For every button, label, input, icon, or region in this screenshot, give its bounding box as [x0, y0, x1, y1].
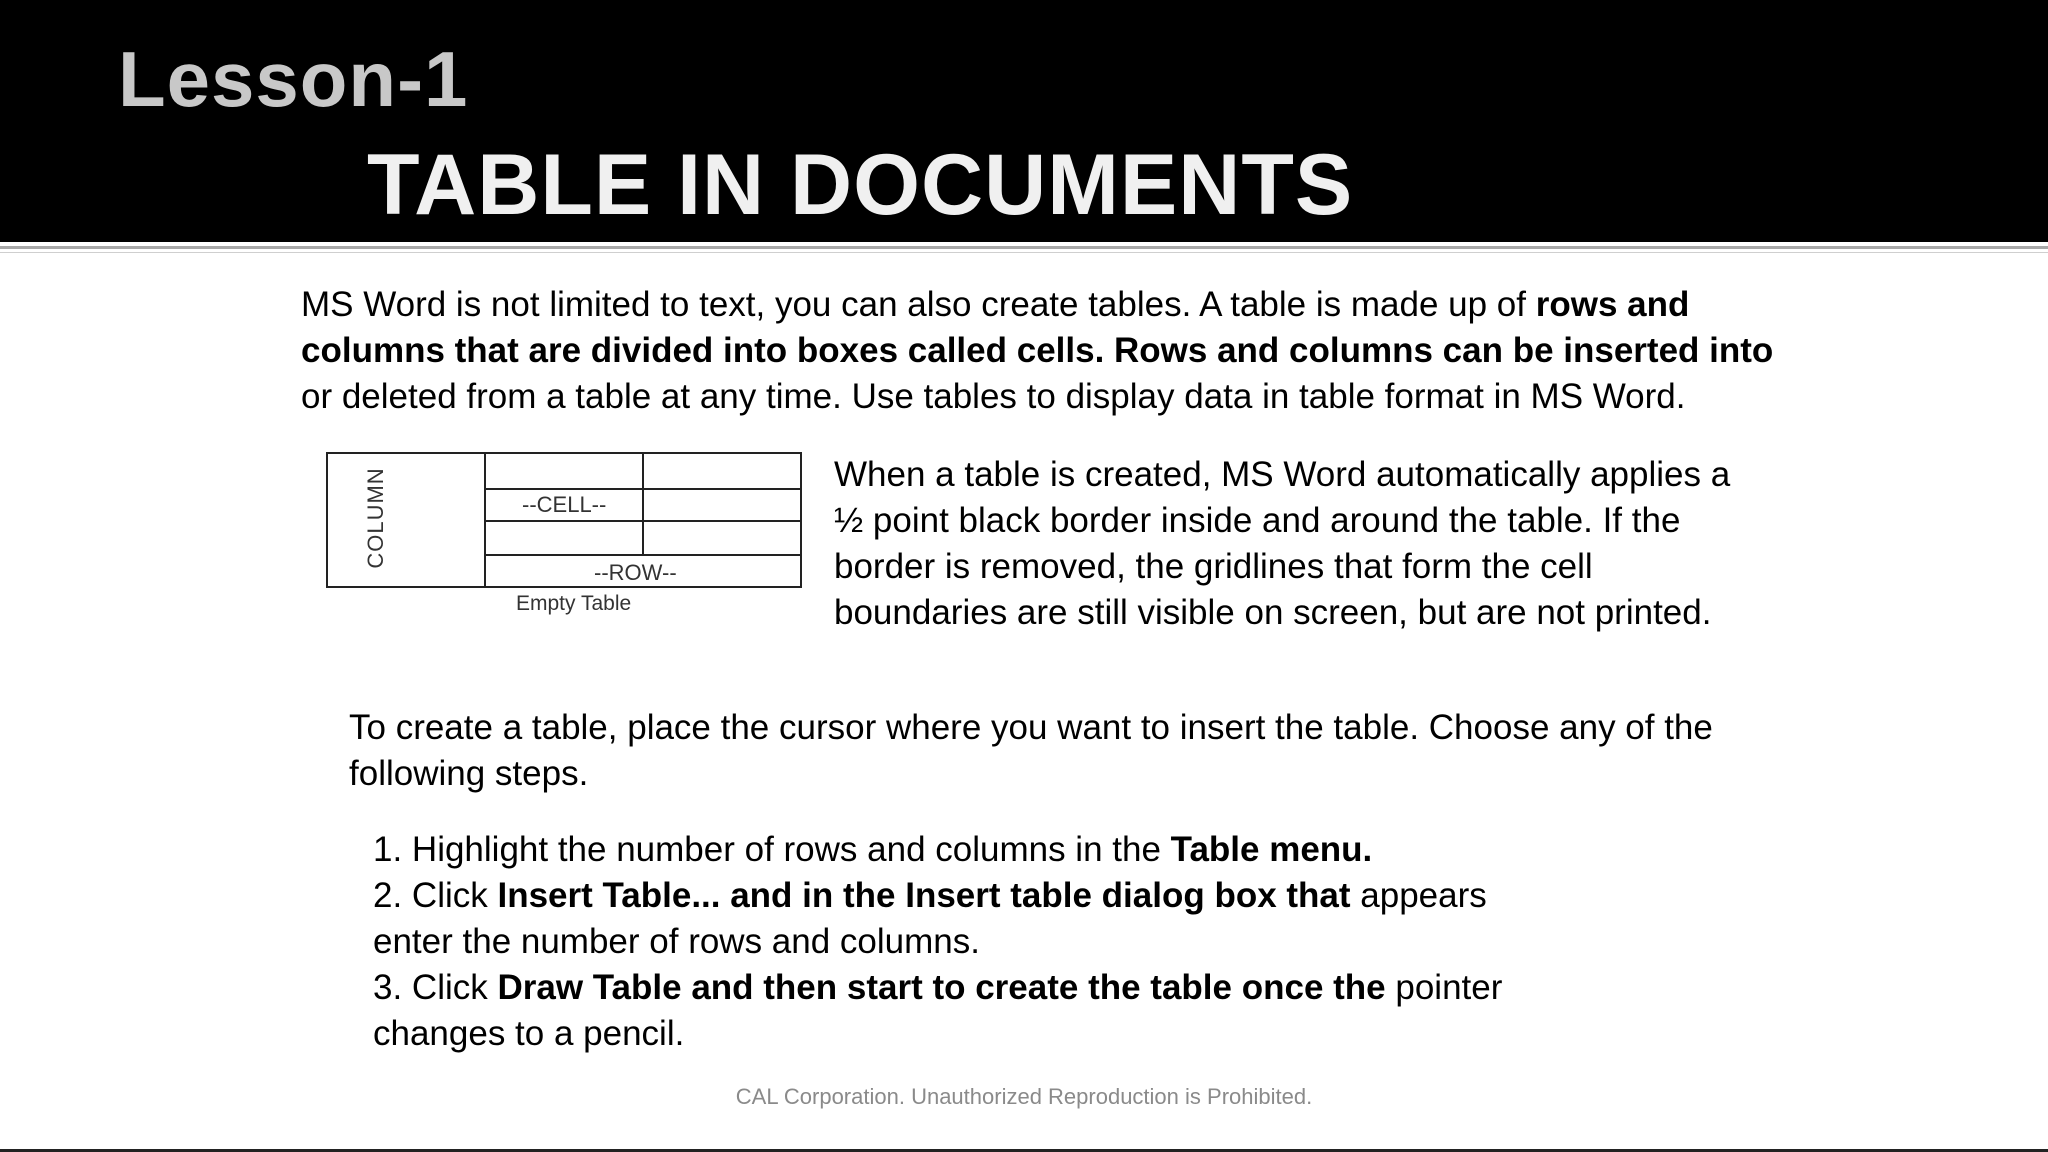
- intro-text-bold: rows and columns that are divided into boxes called cells. Rows and columns can be inserted into: [301, 285, 1774, 370]
- step-item: [373, 873, 1513, 965]
- diagram-caption: Empty Table: [516, 592, 632, 615]
- slide-title: TABLE IN DOCUMENTS: [367, 137, 1354, 233]
- step-text: 1. Highlight the number of rows and columns in the: [373, 830, 1171, 869]
- slide-header: [0, 0, 2048, 242]
- step-bold-text: Insert Table... and in the Insert table dialog box that: [497, 876, 1351, 915]
- step-text: 3. Click: [373, 968, 498, 1007]
- lesson-label: Lesson-1: [118, 35, 469, 123]
- step-rest-text: appears enter the number of rows and columns.: [373, 876, 1487, 961]
- empty-table-diagram: [322, 450, 808, 630]
- header-divider-thin: [0, 252, 2048, 253]
- diagram-row-label: --ROW--: [594, 560, 677, 585]
- step-rest-text: pointer changes to a pencil.: [373, 968, 1503, 1053]
- intro-text-3: or deleted from a table at any time. Use tables to display data in table format in MS Word.: [301, 377, 1686, 416]
- step-text: 2. Click: [373, 876, 498, 915]
- diagram-table-outline: [326, 452, 802, 588]
- diagram-cell-label: --CELL--: [522, 492, 607, 517]
- step-bold-text: Draw Table and then start to create the table once the: [497, 968, 1386, 1007]
- intro-text-1: MS Word is not limited to text, you can also create tables. A table is made up of: [301, 285, 1536, 324]
- border-paragraph: When a table is created, MS Word automatically applies a ½ point black border inside and around the table. If the border is removed, the gridlines that form the cell boundaries are still visible on screen, but are not printed.: [834, 455, 1731, 632]
- copyright-footer: CAL Corporation. Unauthorized Reproduction is Prohibited.: [735, 1084, 1313, 1109]
- create-table-paragraph: To create a table, place the cursor where you want to insert the table. Choose any of the following steps.: [349, 708, 1713, 793]
- header-divider: [0, 246, 2048, 249]
- diagram-row-divider: [484, 488, 800, 490]
- steps-list: [373, 827, 1513, 1057]
- diagram-column-divider: [642, 454, 644, 556]
- diagram-row-divider: [484, 520, 800, 522]
- diagram-row-divider: [484, 554, 800, 556]
- intro-paragraph: [301, 282, 1781, 420]
- diagram-column-label: COLUMN: [363, 467, 388, 569]
- step-item: [373, 827, 1513, 873]
- step-bold-text: Table menu.: [1170, 830, 1373, 869]
- step-item: [373, 965, 1513, 1057]
